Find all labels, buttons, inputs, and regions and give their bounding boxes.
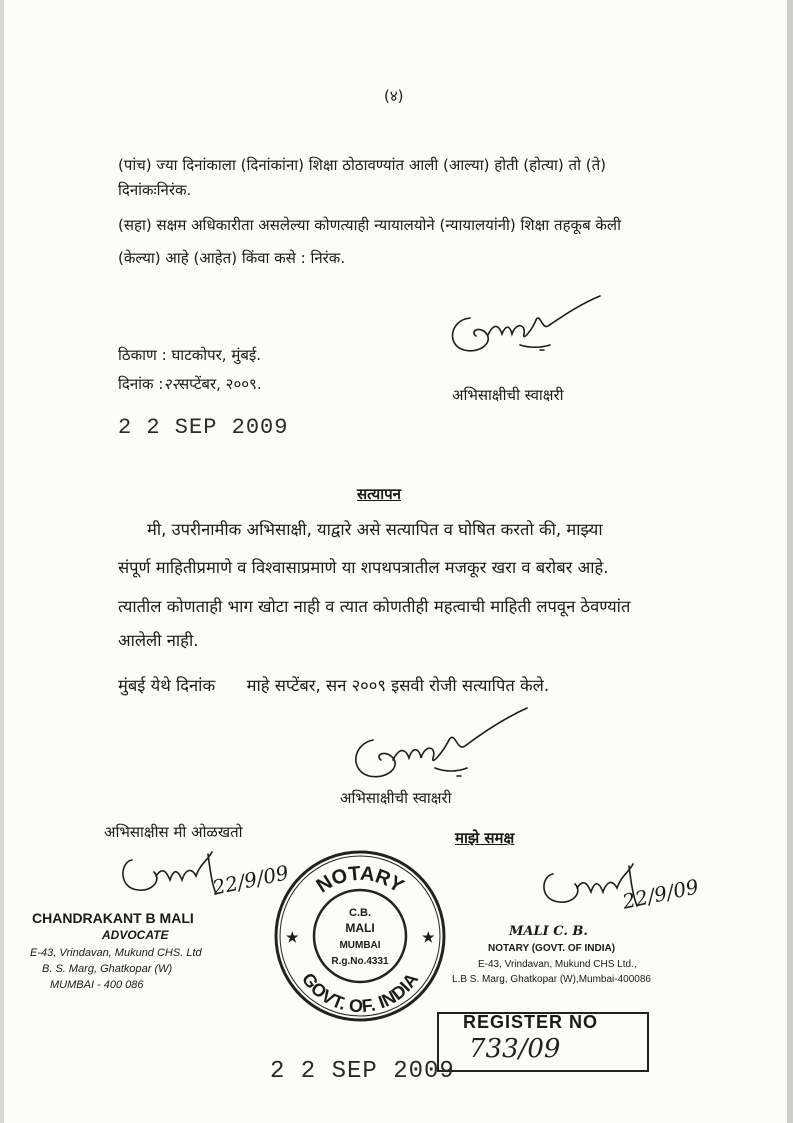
advocate-address-3: MUMBAI - 400 086 bbox=[50, 979, 144, 991]
date-handwritten: २२ bbox=[163, 375, 180, 393]
advocate-title: ADVOCATE bbox=[102, 928, 169, 942]
verification-line-3: त्यातील कोणताही भाग खोटा नाही व त्यात कोणतीही महत्वाची माहिती लपवून ठेवण्यांत bbox=[118, 597, 631, 616]
identification-label: अभिसाक्षीस मी ओळखतो bbox=[104, 823, 243, 841]
date-line bbox=[118, 374, 262, 394]
page-right-edge bbox=[787, 0, 793, 1123]
stamp-date-1: 2 2 SEP 2009 bbox=[118, 415, 289, 440]
clause-5-line-1: (पांच) ज्या दिनांकाला (दिनांकांना) शिक्षा ठोठावण्यांत आली (आल्या) होती (होत्या) तो (ते) bbox=[118, 156, 606, 174]
clause-6-line-1: (सहा) सक्षम अधिकारीता असलेल्या कोणत्याही न्यायालयोने (न्यायालयांनी) शिक्षा तहकूब केली bbox=[118, 216, 621, 234]
deponent-signature-2 bbox=[345, 700, 535, 790]
stamp-date-2: 2 2 SEP 2009 bbox=[270, 1058, 455, 1085]
notary-title: NOTARY (GOVT. OF INDIA) bbox=[488, 943, 616, 954]
seal-top-text: NOTARY bbox=[312, 862, 408, 898]
seal-star-right: ★ bbox=[422, 929, 435, 945]
notary-seal bbox=[272, 848, 448, 1024]
seal-line-1: C.B. bbox=[349, 907, 371, 919]
advocate-name: CHANDRAKANT B MALI bbox=[32, 910, 194, 926]
clause-5-line-2: दिनांकःनिरंक. bbox=[118, 181, 192, 199]
verification-line-1: मी, उपरीनामीक अभिसाक्षी, याद्वारे असे सत्यापित व घोषित करतो की, माझ्या bbox=[147, 520, 603, 539]
verification-line-2: संपूर्ण माहितीप्रमाणे व विश्वासाप्रमाणे या शपथपत्रातील मजकूर खरा व बरोबर आहे. bbox=[118, 558, 609, 577]
seal-line-2: MALI bbox=[345, 921, 375, 935]
deponent-signature-label-2: अभिसाक्षीची स्वाक्षरी bbox=[340, 789, 452, 807]
date-prefix: दिनांक : bbox=[118, 375, 164, 393]
clause-6-line-2: (केल्या) आहे (आहेत) किंवा कसे : निरंक. bbox=[118, 249, 346, 267]
deponent-signature-1 bbox=[440, 290, 610, 365]
date-suffix: सप्टेंबर, २००९. bbox=[179, 375, 262, 393]
seal-star-left: ★ bbox=[286, 929, 299, 945]
advocate-address-2: B. S. Marg, Ghatkopar (W) bbox=[42, 963, 173, 975]
notary-signature-date: 22/9/09 bbox=[620, 874, 701, 914]
place: ठिकाण : घाटकोपर, मुंबई. bbox=[118, 346, 262, 364]
page-number: (४) bbox=[384, 87, 404, 105]
seal-bottom-text: GOVT. OF. INDIA bbox=[297, 969, 423, 1017]
seal-line-3: MUMBAI bbox=[339, 940, 381, 951]
seal-line-4: R.g.No.4331 bbox=[331, 956, 389, 967]
advocate-signature-date: 22/9/09 bbox=[210, 860, 291, 900]
register-box bbox=[437, 1012, 649, 1072]
verification-heading: सत्यापन bbox=[357, 485, 401, 503]
notary-name: MALI C. B. bbox=[509, 924, 588, 939]
verification-place-date: मुंबई येथे दिनांक माहे सप्टेंबर, सन २००९ इसवी रोजी सत्यापित केले. bbox=[118, 676, 550, 695]
register-label: REGISTER NO bbox=[463, 1012, 599, 1032]
advocate-address-1: E-43, Vrindavan, Mukund CHS. Ltd bbox=[30, 947, 202, 959]
before-me-label: माझे समक्ष bbox=[455, 829, 515, 847]
notary-address-1: E-43, Vrindavan, Mukund CHS Ltd., bbox=[478, 959, 637, 970]
notary-address-2: L.B S. Marg, Ghatkopar (W),Mumbai-400086 bbox=[452, 974, 651, 985]
page-left-edge bbox=[0, 0, 4, 1123]
register-number: 733/09 bbox=[469, 1034, 561, 1064]
deponent-signature-label-1: अभिसाक्षीची स्वाक्षरी bbox=[452, 386, 564, 404]
verification-line-4: आलेली नाही. bbox=[118, 631, 199, 650]
